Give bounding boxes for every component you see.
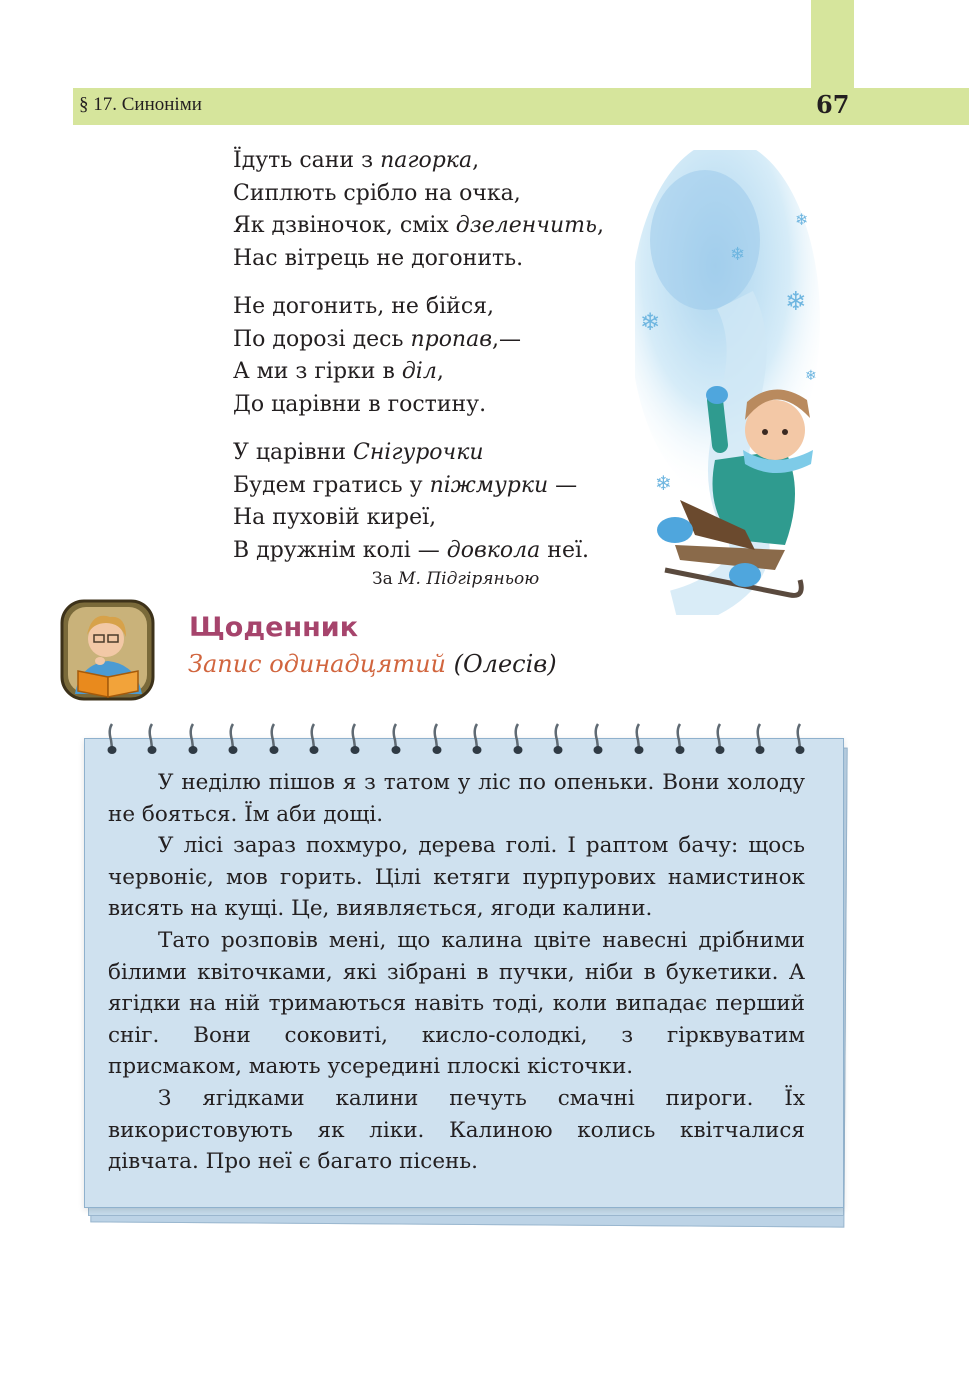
attribution-prefix: За bbox=[372, 569, 399, 589]
poem-line bbox=[233, 437, 604, 470]
poem-italic-word: дзеленчить bbox=[455, 213, 597, 238]
spiral-ring-icon bbox=[348, 720, 362, 756]
poem-text: До царівни в гостину. bbox=[233, 391, 487, 417]
poem-text: А ми з гірки в bbox=[233, 359, 402, 384]
poem-text: , bbox=[436, 359, 444, 384]
diary-entry-label: Запис одинадцятий bbox=[188, 650, 446, 678]
svg-text:❄: ❄ bbox=[805, 368, 817, 384]
poem-text: Їдуть сани з bbox=[233, 148, 381, 173]
attribution-author: М. Підгіряньою bbox=[398, 569, 540, 589]
poem-text: , bbox=[472, 148, 480, 173]
poem-text: Нас вітрець не догонить. bbox=[233, 245, 524, 271]
poem-italic-word: пагорка bbox=[380, 148, 473, 173]
poem-line bbox=[233, 502, 604, 535]
poem-text: неї. bbox=[540, 537, 589, 563]
spiral-ring-icon bbox=[267, 720, 281, 756]
diary-subtitle bbox=[188, 650, 557, 678]
poem-text: У царівни bbox=[233, 440, 353, 465]
diary-paragraph: З ягідками калини печуть смачні пироги. Їх використовують як ліки. Калиною колись квітчалися дівчата. Про неї є багато пісень. bbox=[108, 1085, 805, 1175]
spiral-ring-icon bbox=[551, 720, 565, 756]
poem-text: Не догонить, не бійся, bbox=[233, 294, 495, 319]
spiral-ring-icon bbox=[673, 720, 687, 756]
poem-line bbox=[233, 243, 604, 276]
svg-text:❄: ❄ bbox=[785, 287, 807, 317]
diary-paragraph: У неділю пішов я з татом у ліс по опеньки. Вони холоду не бояться. Їм аби дощі. bbox=[108, 770, 805, 827]
poem-line bbox=[233, 389, 604, 422]
svg-text:❄: ❄ bbox=[730, 244, 746, 265]
diary-author: (Олесів) bbox=[453, 650, 557, 678]
svg-text:❄: ❄ bbox=[655, 471, 672, 495]
svg-text:❄: ❄ bbox=[795, 210, 809, 229]
spiral-ring-icon bbox=[226, 720, 240, 756]
diary-paragraph: Тато розповів мені, що калина цвіте навесні дрібними білими квіточками, які зібрані в пучки, ніби в букетики. А ягідки на ній тримаються навіть тоді, коли випадає перший сніг. Вони соковиті, кисло-солодкі, з гірквуватим присмаком, мають усередині плоскі кісточки. bbox=[108, 927, 805, 1080]
poem-line bbox=[233, 145, 604, 178]
spiral-ring-icon bbox=[389, 720, 403, 756]
poem-text: По дорозі десь bbox=[233, 326, 411, 352]
poem-text: , bbox=[596, 213, 604, 238]
poem-line bbox=[233, 470, 604, 503]
child-on-sled-illustration bbox=[635, 150, 830, 615]
poem-stanza bbox=[233, 145, 604, 275]
diary-title: Щоденник bbox=[189, 612, 359, 643]
poem-line bbox=[233, 535, 604, 568]
spiral-ring-icon bbox=[793, 720, 807, 756]
poem-text: На пуховій киреї, bbox=[233, 505, 437, 530]
poem-attribution bbox=[372, 569, 539, 589]
svg-text:❄: ❄ bbox=[640, 308, 661, 336]
page-number: 67 bbox=[816, 90, 850, 119]
spiral-ring-icon bbox=[470, 720, 484, 756]
spiral-ring-icon bbox=[632, 720, 646, 756]
poem-italic-word: піжмурки bbox=[429, 472, 549, 498]
poem-text: Як дзвіночок, сміх bbox=[233, 213, 456, 238]
poem-text: В дружнім колі — bbox=[233, 537, 447, 563]
spiral-ring-icon bbox=[753, 720, 767, 756]
diary-paragraph: У лісі зараз похмуро, дерева голі. І раптом бачу: щось червоніє, мов горить. Цілі кетяги пурпурових намистинок висять на кущі. Це, виявляється, ягоди калини. bbox=[108, 833, 805, 922]
spiral-ring-icon bbox=[307, 720, 321, 756]
poem-text: Будем гратись у bbox=[233, 472, 430, 498]
poem bbox=[233, 145, 604, 583]
poem-text: ,— bbox=[492, 326, 522, 352]
spiral-ring-icon bbox=[591, 720, 605, 756]
diary-text bbox=[108, 767, 805, 1178]
poem-italic-word: діл bbox=[401, 359, 437, 384]
poem-line bbox=[233, 178, 604, 211]
poem-italic-word: довкола bbox=[446, 537, 541, 563]
poem-italic-word: Снігурочки bbox=[352, 440, 484, 465]
spiral-ring-icon bbox=[186, 720, 200, 756]
spiral-ring-icon bbox=[105, 720, 119, 756]
boy-reading-book-icon bbox=[60, 599, 155, 701]
poem-text: Сиплють срібло на очка, bbox=[233, 180, 521, 206]
poem-line bbox=[233, 210, 604, 243]
poem-line bbox=[233, 356, 604, 389]
poem-line bbox=[233, 324, 604, 357]
spiral-ring-icon bbox=[511, 720, 525, 756]
spiral-ring-icon bbox=[145, 720, 159, 756]
poem-stanza bbox=[233, 291, 604, 421]
poem-text: — bbox=[548, 472, 578, 498]
poem-stanza bbox=[233, 437, 604, 567]
poem-line bbox=[233, 291, 604, 324]
spiral-ring-icon bbox=[430, 720, 444, 756]
poem-italic-word: пропав bbox=[410, 326, 493, 352]
spiral-ring-icon bbox=[713, 720, 727, 756]
section-title: § 17. Синоніми bbox=[79, 94, 202, 115]
